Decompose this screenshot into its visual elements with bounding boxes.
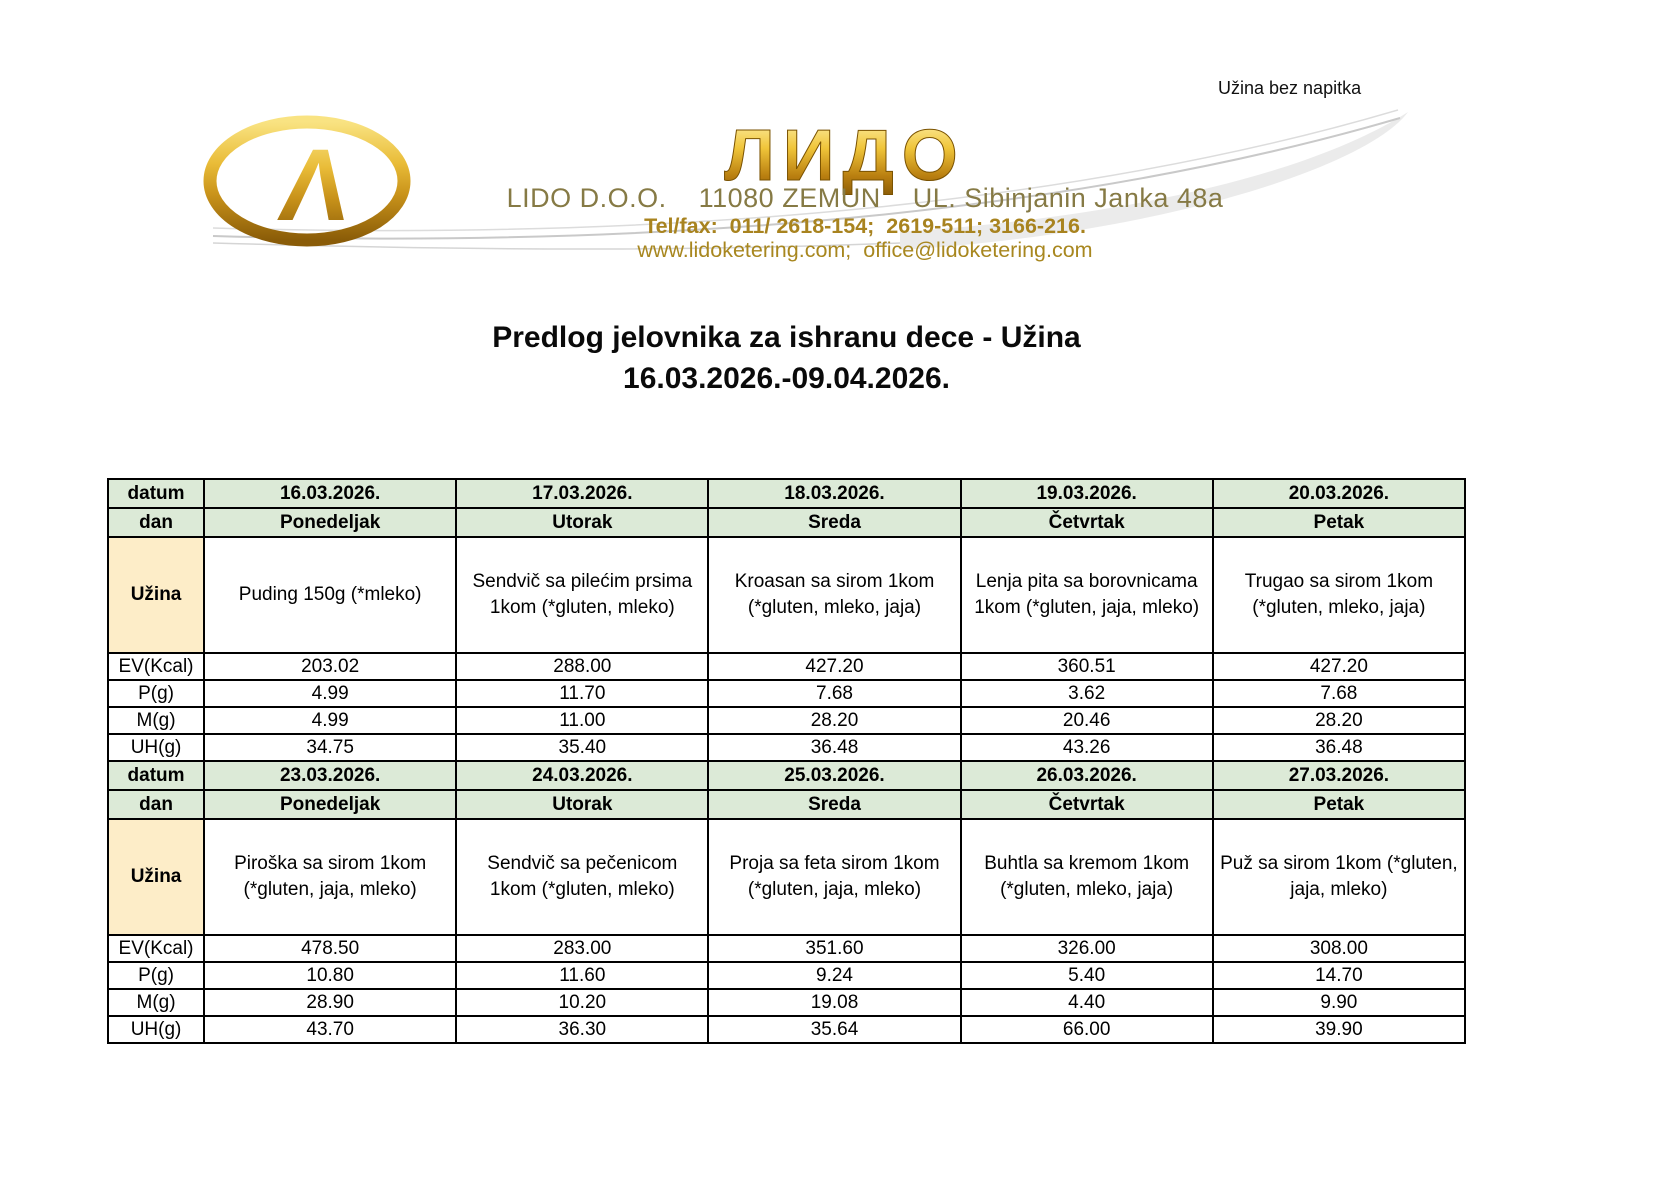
value-cell: 14.70 <box>1213 962 1465 989</box>
value-cell: 36.30 <box>456 1016 708 1043</box>
uh-row-week2 <box>108 1016 1465 1043</box>
date-cell: 16.03.2026. <box>204 479 456 508</box>
datum-row-week2 <box>108 761 1465 790</box>
value-cell: 4.99 <box>204 707 456 734</box>
value-cell: 478.50 <box>204 935 456 962</box>
p-row-week2 <box>108 962 1465 989</box>
uzina-row-week2 <box>108 819 1465 935</box>
uh-row-week1 <box>108 734 1465 761</box>
date-cell: 27.03.2026. <box>1213 761 1465 790</box>
value-cell: 326.00 <box>961 935 1213 962</box>
value-cell: 10.80 <box>204 962 456 989</box>
value-cell: 43.70 <box>204 1016 456 1043</box>
value-cell: 36.48 <box>1213 734 1465 761</box>
date-cell: 23.03.2026. <box>204 761 456 790</box>
day-cell: Sreda <box>708 790 960 819</box>
value-cell: 11.60 <box>456 962 708 989</box>
day-cell: Četvrtak <box>961 508 1213 537</box>
value-cell: 308.00 <box>1213 935 1465 962</box>
datum-row-week1 <box>108 479 1465 508</box>
row-label-m: M(g) <box>108 707 204 734</box>
company-web-line: www.lidoketering.com; office@lidoketering.com <box>637 238 1093 262</box>
value-cell: 283.00 <box>456 935 708 962</box>
row-label-datum: datum <box>108 761 204 790</box>
value-cell: 7.68 <box>708 680 960 707</box>
day-cell: Četvrtak <box>961 790 1213 819</box>
p-row-week1 <box>108 680 1465 707</box>
logo-lambda-glyph: Λ <box>273 127 358 242</box>
value-cell: 9.24 <box>708 962 960 989</box>
row-label-dan: dan <box>108 508 204 537</box>
value-cell: 34.75 <box>204 734 456 761</box>
company-telfax-line: Tel/fax: 011/ 2618-154; 2619-511; 3166-216. <box>644 214 1086 238</box>
value-cell: 427.20 <box>1213 653 1465 680</box>
date-cell: 20.03.2026. <box>1213 479 1465 508</box>
row-label-p: P(g) <box>108 680 204 707</box>
value-cell: 11.70 <box>456 680 708 707</box>
value-cell: 35.40 <box>456 734 708 761</box>
value-cell: 28.90 <box>204 989 456 1016</box>
meal-cell: Puž sa sirom 1kom (*gluten, jaja, mleko) <box>1213 819 1465 935</box>
value-cell: 20.46 <box>961 707 1213 734</box>
value-cell: 5.40 <box>961 962 1213 989</box>
brand-text: ЛИДО <box>724 116 966 196</box>
title-line-1: Predlog jelovnika za ishranu dece - Užina <box>492 321 1081 354</box>
value-cell: 43.26 <box>961 734 1213 761</box>
value-cell: 203.02 <box>204 653 456 680</box>
m-row-week1 <box>108 707 1465 734</box>
day-cell: Ponedeljak <box>204 508 456 537</box>
top-right-note: Užina bez napitka <box>1218 78 1362 98</box>
value-cell: 35.64 <box>708 1016 960 1043</box>
value-cell: 3.62 <box>961 680 1213 707</box>
day-cell: Ponedeljak <box>204 790 456 819</box>
meal-cell: Lenja pita sa borovnicama 1kom (*gluten, jaja, mleko) <box>961 537 1213 653</box>
ev-row-week1 <box>108 653 1465 680</box>
meal-cell: Buhtla sa kremom 1kom (*gluten, mleko, jaja) <box>961 819 1213 935</box>
meal-cell: Piroška sa sirom 1kom (*gluten, jaja, mleko) <box>204 819 456 935</box>
day-cell: Utorak <box>456 790 708 819</box>
value-cell: 7.68 <box>1213 680 1465 707</box>
row-label-m: M(g) <box>108 989 204 1016</box>
day-cell: Sreda <box>708 508 960 537</box>
date-cell: 25.03.2026. <box>708 761 960 790</box>
lido-logo <box>196 110 418 252</box>
dan-row-week1 <box>108 508 1465 537</box>
row-label-ev: EV(Kcal) <box>108 653 204 680</box>
value-cell: 36.48 <box>708 734 960 761</box>
meal-cell: Sendvič sa pilećim prsima 1kom (*gluten, mleko) <box>456 537 708 653</box>
ev-row-week2 <box>108 935 1465 962</box>
date-cell: 18.03.2026. <box>708 479 960 508</box>
value-cell: 4.99 <box>204 680 456 707</box>
day-cell: Utorak <box>456 508 708 537</box>
date-cell: 26.03.2026. <box>961 761 1213 790</box>
value-cell: 9.90 <box>1213 989 1465 1016</box>
value-cell: 28.20 <box>708 707 960 734</box>
document-title <box>107 317 1466 399</box>
title-line-2: 16.03.2026.-09.04.2026. <box>623 362 950 395</box>
value-cell: 288.00 <box>456 653 708 680</box>
day-cell: Petak <box>1213 790 1465 819</box>
company-address-line: LIDO D.O.O. 11080 ZEMUN UL. Sibinjanin Janka 48a <box>506 183 1224 213</box>
row-label-uh: UH(g) <box>108 1016 204 1043</box>
meal-cell: Puding 150g (*mleko) <box>204 537 456 653</box>
row-label-uzina: Užina <box>108 819 204 935</box>
day-cell: Petak <box>1213 508 1465 537</box>
value-cell: 39.90 <box>1213 1016 1465 1043</box>
row-label-dan: dan <box>108 790 204 819</box>
value-cell: 360.51 <box>961 653 1213 680</box>
meal-cell: Trugao sa sirom 1kom (*gluten, mleko, jaja) <box>1213 537 1465 653</box>
value-cell: 4.40 <box>961 989 1213 1016</box>
dan-row-week2 <box>108 790 1465 819</box>
meal-cell: Kroasan sa sirom 1kom (*gluten, mleko, jaja) <box>708 537 960 653</box>
value-cell: 427.20 <box>708 653 960 680</box>
value-cell: 351.60 <box>708 935 960 962</box>
meal-cell: Sendvič sa pečenicom 1kom (*gluten, mleko) <box>456 819 708 935</box>
value-cell: 28.20 <box>1213 707 1465 734</box>
value-cell: 10.20 <box>456 989 708 1016</box>
meal-cell: Proja sa feta sirom 1kom (*gluten, jaja, mleko) <box>708 819 960 935</box>
row-label-p: P(g) <box>108 962 204 989</box>
value-cell: 19.08 <box>708 989 960 1016</box>
date-cell: 24.03.2026. <box>456 761 708 790</box>
value-cell: 11.00 <box>456 707 708 734</box>
uzina-row-week1 <box>108 537 1465 653</box>
date-cell: 17.03.2026. <box>456 479 708 508</box>
m-row-week2 <box>108 989 1465 1016</box>
date-cell: 19.03.2026. <box>961 479 1213 508</box>
menu-table <box>107 478 1466 1044</box>
company-info-block <box>465 184 1265 262</box>
row-label-uh: UH(g) <box>108 734 204 761</box>
row-label-uzina: Užina <box>108 537 204 653</box>
row-label-ev: EV(Kcal) <box>108 935 204 962</box>
row-label-datum: datum <box>108 479 204 508</box>
value-cell: 66.00 <box>961 1016 1213 1043</box>
